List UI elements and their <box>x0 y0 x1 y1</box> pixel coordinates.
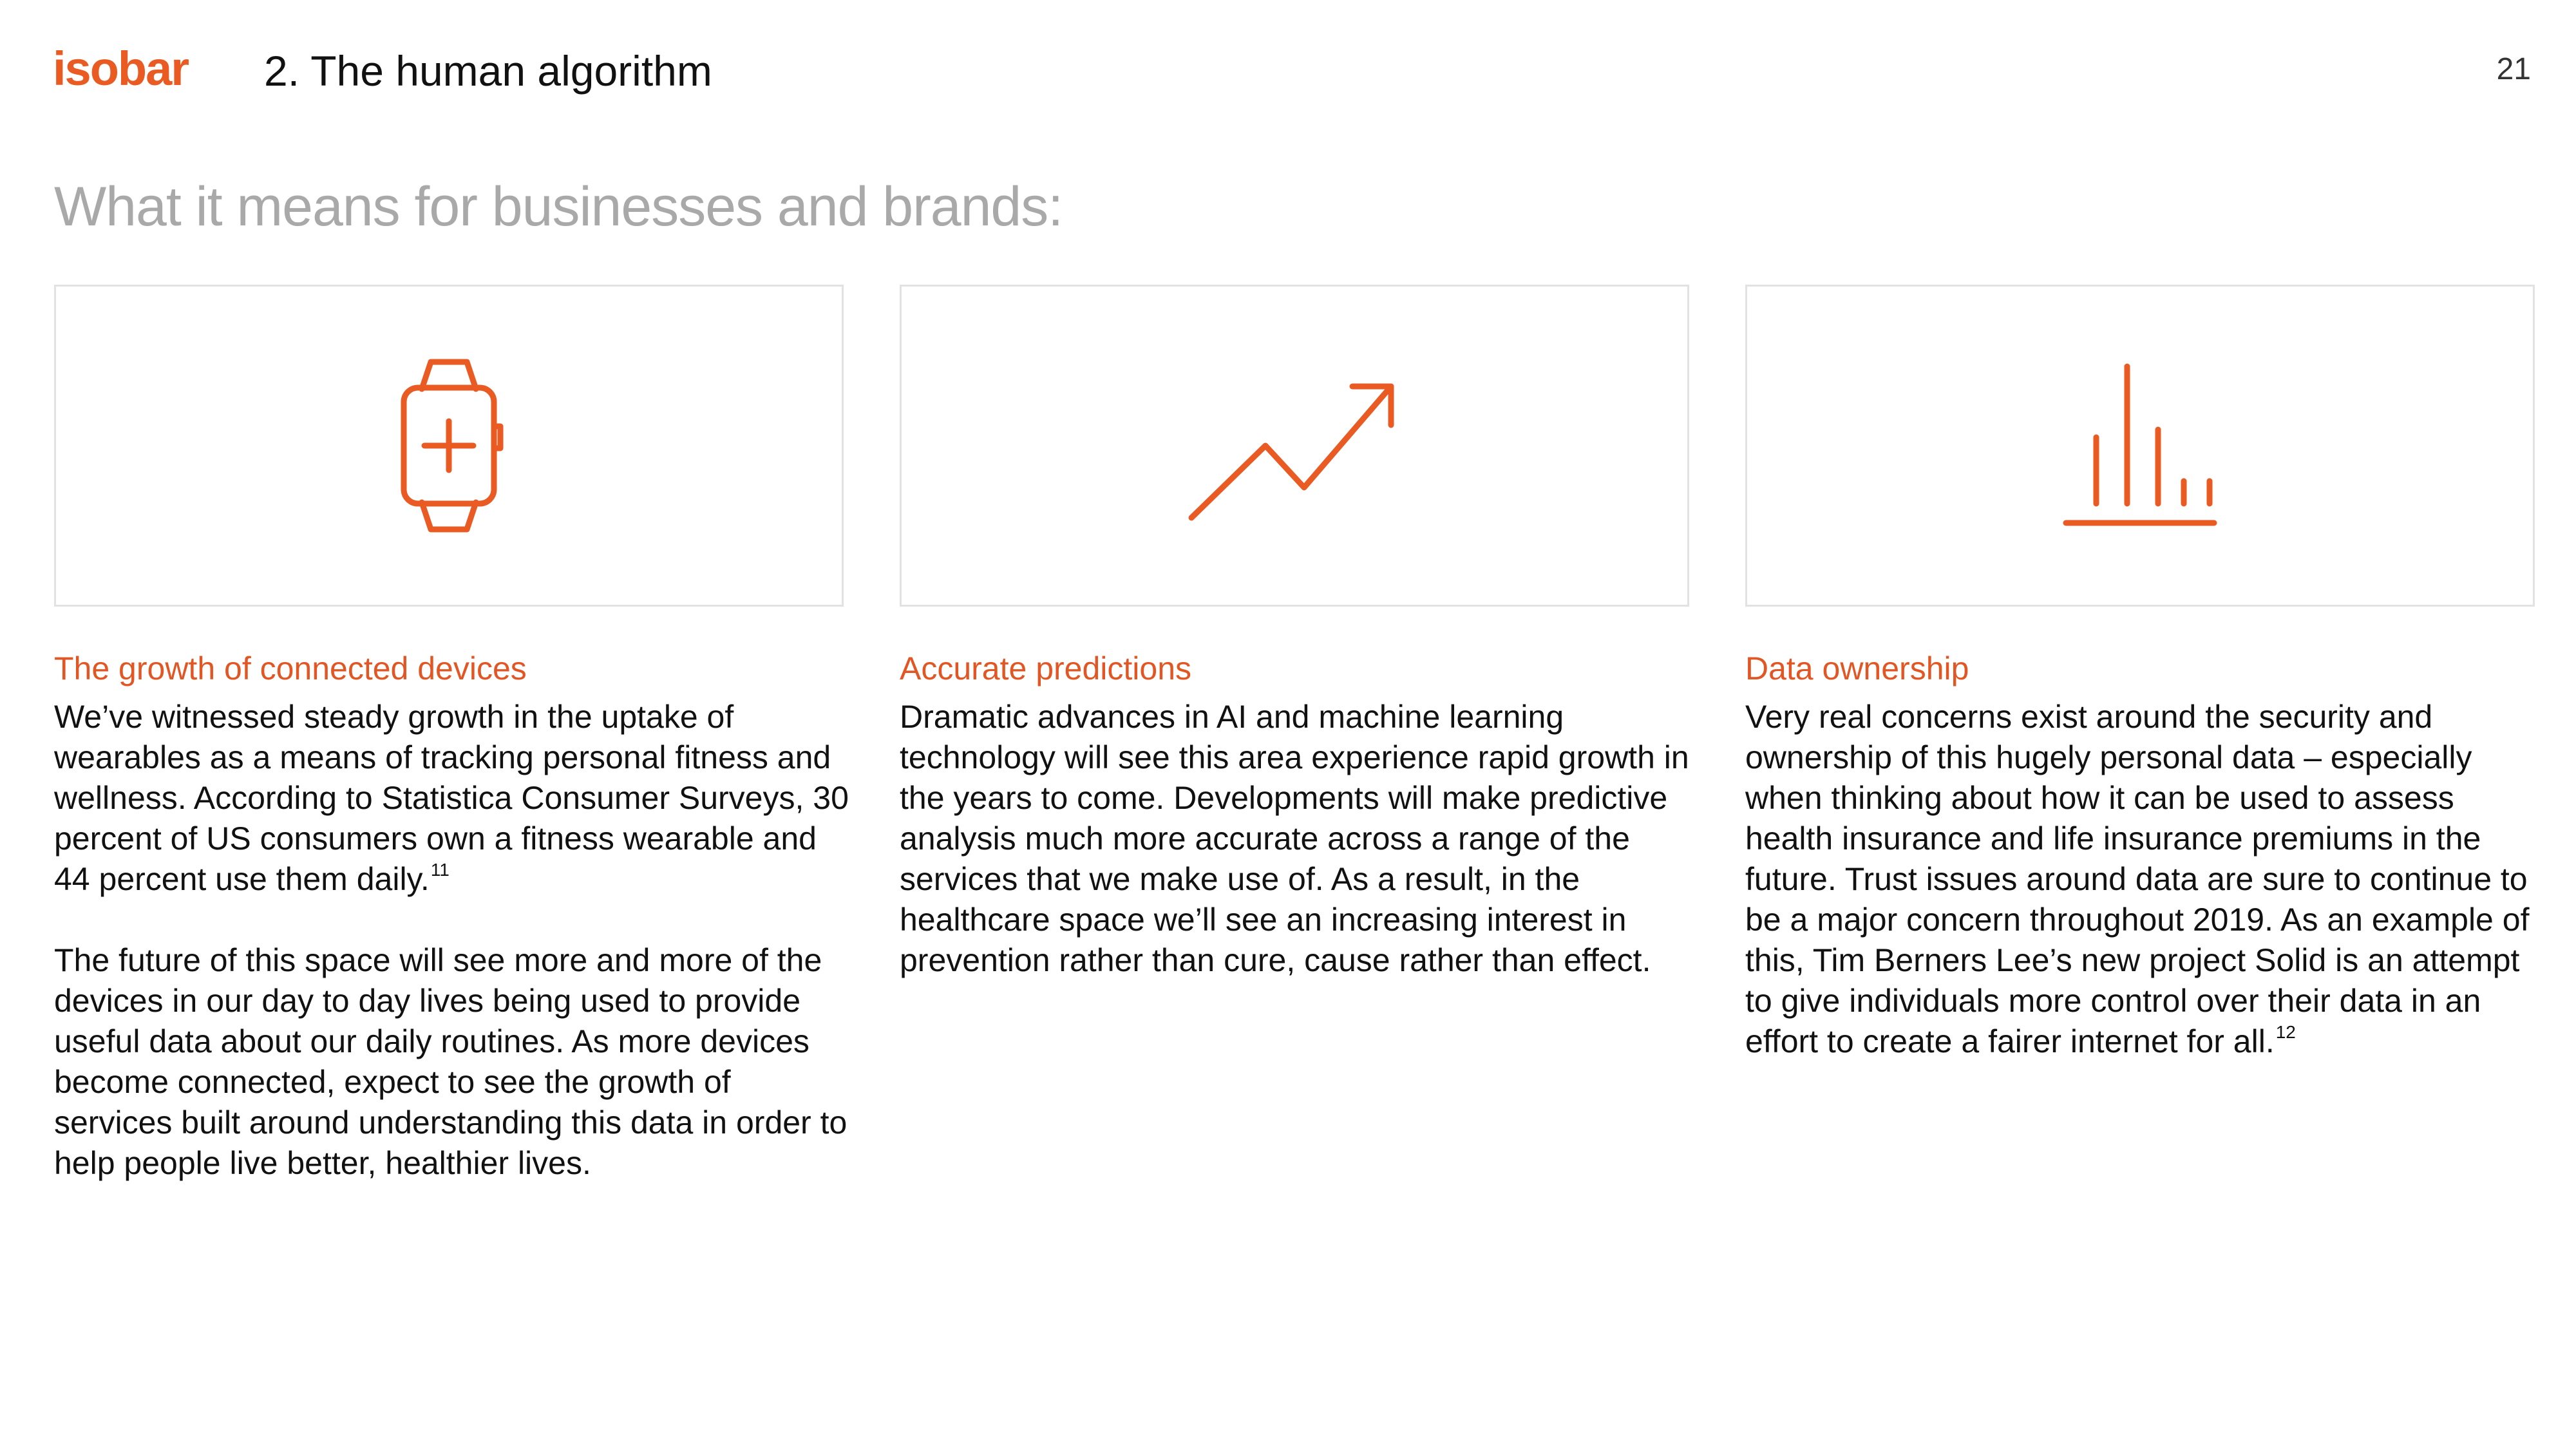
page-number: 21 <box>2496 52 2531 86</box>
section-title: 2. The human algorithm <box>264 47 712 95</box>
data-ownership-title: Data ownership <box>1745 650 1969 687</box>
predictions-body <box>900 697 1698 981</box>
connected-devices-paragraph-2: The future of this space will see more and more of the devices in our day to day lives being used to provide useful data about our daily routines. As more devices become connected, expect to see the growth of services built around understanding this data in order to help people live better, healthier lives. <box>54 942 848 1181</box>
predictions-paragraph-1: Dramatic advances in AI and machine learning technology will see this area experience rapid growth in the years to come. Developments will make predictive analysis much more accurate across a range of the services that we make use of. As a result, in the healthcare space we’ll see an increasing interest in prevention rather than cure, cause rather than effect. <box>900 699 1689 978</box>
smartwatch-health-icon <box>384 349 513 542</box>
bar-chart-icon <box>2056 359 2224 533</box>
isobar-logo: isobar <box>53 42 189 95</box>
footnote-12: 12 <box>2275 1022 2296 1042</box>
data-ownership-paragraph-1: Very real concerns exist around the security and ownership of this hugely personal data – especially when thinking about how it can be used to assess health insurance and life insurance premiums in the future. Trust issues around data are sure to continue to be a major concern throughout 2019. As an example of this, Tim Berners Lee’s new project Solid is an attempt to give individuals more control over their data in an effort to create a fairer internet for all.$^{12}$ <box>1745 699 2530 1059</box>
footnote-11: 11 <box>430 860 450 880</box>
connected-devices-paragraph-1: We’ve witnessed steady growth in the uptake of wearables as a means of tracking personal fitness and wellness. According to Statistica Consumer Surveys, 30 percent of US consumers own a fitness wearable and 44 percent use them daily.$^{11}$ <box>54 699 849 897</box>
page-headline: What it means for businesses and brands: <box>54 176 1063 238</box>
connected-devices-title: The growth of connected devices <box>54 650 527 687</box>
data-ownership-icon-box <box>1745 285 2535 607</box>
connected-devices-icon-box <box>54 285 844 607</box>
data-ownership-body <box>1745 697 2544 1062</box>
predictions-title: Accurate predictions <box>900 650 1192 687</box>
connected-devices-body <box>54 697 853 1184</box>
predictions-icon-box <box>900 285 1689 607</box>
trend-up-arrow-icon <box>1185 368 1404 523</box>
